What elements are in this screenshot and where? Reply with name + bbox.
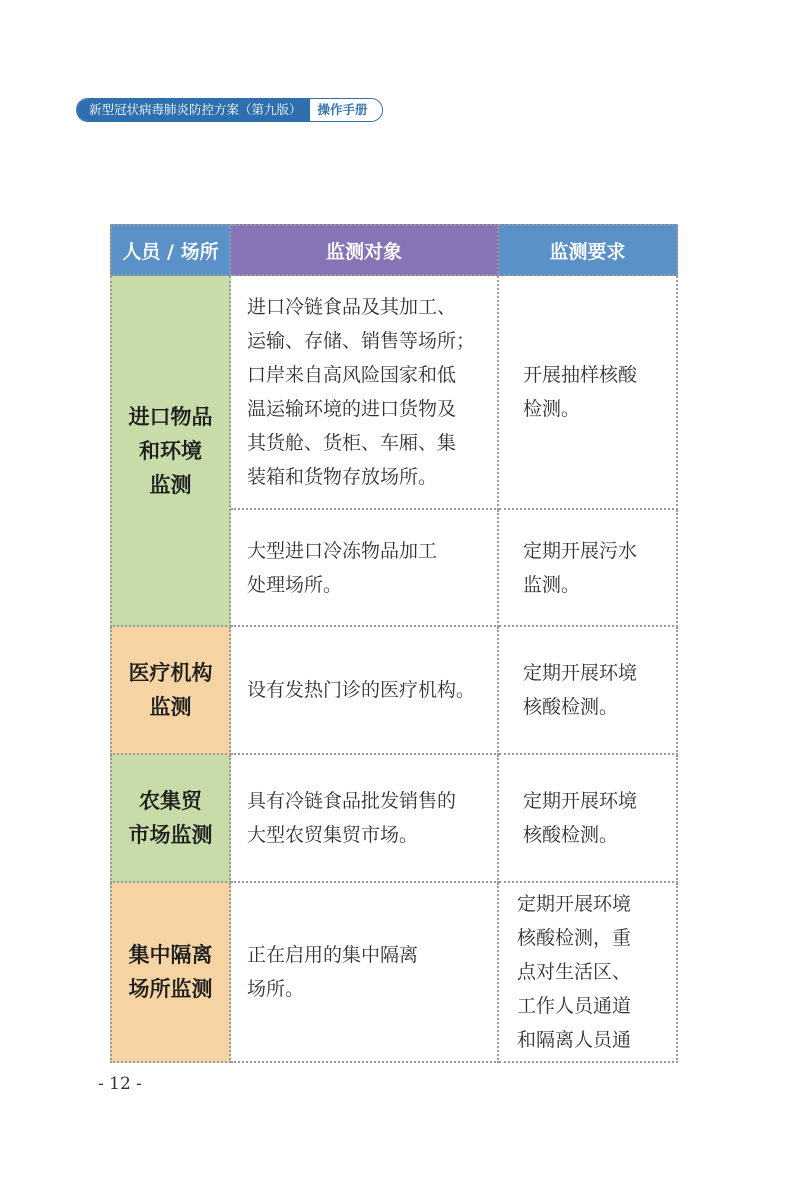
monitoring-table xyxy=(110,224,678,1063)
requirement-text: 开展抽样核酸 检测。 xyxy=(523,364,638,420)
object-cell xyxy=(231,627,499,755)
requirement-cell xyxy=(499,883,678,1063)
object-text: 正在启用的集中隔离 场所。 xyxy=(247,944,419,1000)
header-cell-object: 监测对象 xyxy=(231,224,499,276)
header-cell-requirement: 监测要求 xyxy=(499,224,678,276)
header-tag: 操作手册 xyxy=(310,99,382,121)
object-text: 具有冷链食品批发销售的 大型农贸集贸市场。 xyxy=(247,790,457,846)
requirement-text: 定期开展环境 核酸检测。 xyxy=(523,790,638,846)
object-cell xyxy=(231,755,499,883)
header-title: 新型冠状病毒肺炎防控方案（第九版） xyxy=(77,99,310,121)
requirement-text: 定期开展环境 核酸检测，重 点对生活区、 工作人员通道 和隔离人员通 xyxy=(517,893,632,1051)
object-cell xyxy=(231,883,499,1063)
page-number: - 12 - xyxy=(98,1074,142,1094)
requirement-cell xyxy=(499,276,678,510)
requirement-text: 定期开展环境 核酸检测。 xyxy=(523,662,638,718)
running-header xyxy=(76,98,383,122)
category-farmers-markets: 农集贸 市场监测 xyxy=(110,755,231,883)
requirement-cell xyxy=(499,510,678,627)
object-cell xyxy=(231,510,499,627)
object-text: 进口冷链食品及其加工、 运输、存储、销售等场所； 口岸来自高风险国家和低 温运输环境的进口货物及 其货舱、货柜、车厢、集 装箱和货物存放场所。 xyxy=(247,296,476,488)
requirement-text: 定期开展污水 监测。 xyxy=(523,539,638,596)
requirement-cell xyxy=(499,627,678,755)
category-quarantine-sites: 集中隔离 场所监测 xyxy=(110,883,231,1063)
category-imported-goods: 进口物品 和环境 监测 xyxy=(110,276,231,627)
requirement-cell xyxy=(499,755,678,883)
category-medical-institutions: 医疗机构 监测 xyxy=(110,627,231,755)
object-text: 设有发热门诊的医疗机构。 xyxy=(247,679,476,701)
header-cell-person-place: 人员 / 场所 xyxy=(110,224,231,276)
object-text: 大型进口冷冻物品加工 处理场所。 xyxy=(247,539,438,596)
object-cell xyxy=(231,276,499,510)
